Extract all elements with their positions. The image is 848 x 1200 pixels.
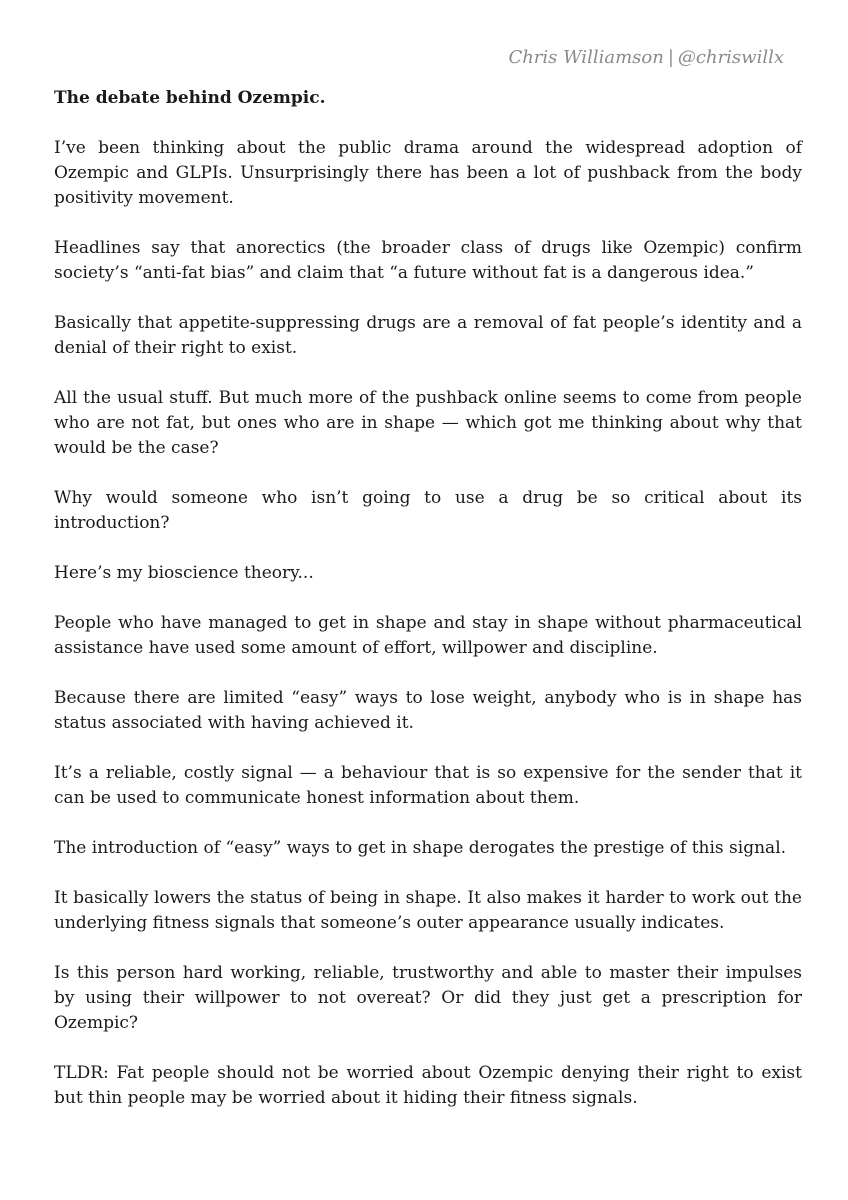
author-handle: @chriswillx [677, 47, 784, 68]
paragraph-8: Because there are limited “easy” ways to lose weight, anybody who is in shape has status associated with having achieved it. [54, 688, 802, 733]
paragraph-10: The introduction of “easy” ways to get in shape derogates the prestige of this signal. [54, 838, 787, 858]
paragraph-4: All the usual stuff. But much more of the pushback online seems to come from people who are not fat, but ones who are in shape — which got me thinking about why that would be the case? [54, 388, 802, 458]
paragraph-13: TLDR: Fat people should not be worried about Ozempic denying their right to exist but thin people may be worried about it hiding their fitness signals. [54, 1063, 802, 1108]
paragraph-1: I’ve been thinking about the public drama around the widespread adoption of Ozempic and GLPIs. Unsurprisingly there has been a lot of pushback from the body positivity movement. [54, 138, 802, 208]
paragraph-3: Basically that appetite-suppressing drugs are a removal of fat people’s identity and a denial of their right to exist. [54, 313, 802, 358]
paragraph-12: Is this person hard working, reliable, trustworthy and able to master their impulses by using their willpower to not overeat? Or did they just get a prescription for Ozempic? [54, 963, 802, 1033]
paragraph-2: Headlines say that anorectics (the broader class of drugs like Ozempic) confirm society’s “anti-fat bias” and claim that “a future without fat is a dangerous idea.” [54, 238, 802, 283]
byline [508, 47, 784, 68]
paragraph-7: People who have managed to get in shape and stay in shape without pharmaceutical assistance have used some amount of effort, willpower and discipline. [54, 613, 802, 658]
article-body [54, 86, 802, 1136]
paragraph-6: Here’s my bioscience theory... [54, 563, 314, 583]
paragraph-11: It basically lowers the status of being in shape. It also makes it harder to work out the underlying fitness signals that someone’s outer appearance usually indicates. [54, 888, 802, 933]
article-title: The debate behind Ozempic. [54, 88, 326, 108]
byline-separator: | [667, 47, 674, 68]
author-name: Chris Williamson [508, 47, 664, 68]
paragraph-5: Why would someone who isn’t going to use a drug be so critical about its introduction? [54, 488, 802, 533]
paragraph-9: It’s a reliable, costly signal — a behaviour that is so expensive for the sender that it can be used to communicate honest information about them. [54, 763, 802, 808]
